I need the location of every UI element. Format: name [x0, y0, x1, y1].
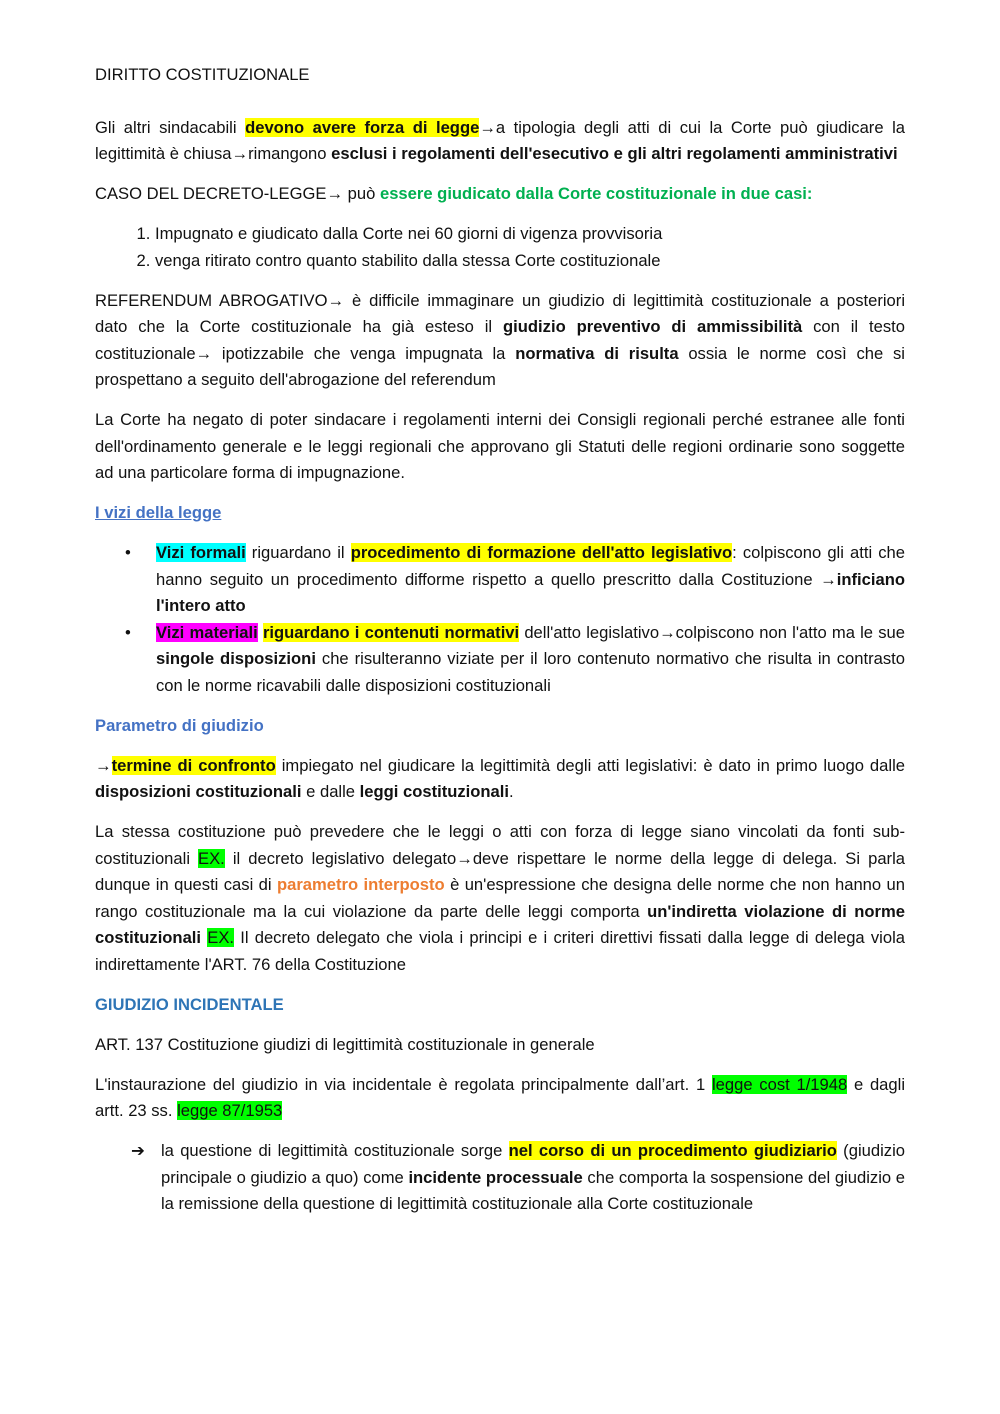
arrow-icon: →	[327, 290, 345, 310]
bullet-icon: •	[125, 543, 131, 562]
bullet-icon: •	[125, 622, 131, 642]
highlight-legge-87: legge 87/1953	[177, 1101, 283, 1120]
paragraph-art-137: ART. 137 Costituzione giudizi di legittimità costituzionale in generale	[95, 1034, 595, 1054]
list-item-vizi-formali: • Vizi formali riguardano il procedimento di formazione dell'atto legislativo: colpiscono gli atti che hanno seguito un procedimento difforme rispetto a quello prescritto dalla Costituzione →inficiano l'intero atto	[95, 540, 905, 620]
page-header: DIRITTO COSTITUZIONALE	[95, 65, 310, 84]
arrow-icon: →	[326, 184, 344, 203]
paragraph-referendum: REFERENDUM ABROGATIVO→ è difficile immaginare un giudizio di legittimità costituzionale a posteriori dato che la Corte costituzionale ha già esteso il giudizio preventivo di ammissibilità con il testo costituzionale→ ipotizzabile che venga impugnata la normativa di risulta ossia le norme così che si prospettano a seguito dell'abrogazione del referendum	[95, 290, 905, 389]
bullet-list-vizi	[95, 540, 905, 699]
heading-parametro: Parametro di giudizio	[95, 715, 264, 735]
highlight-ex: EX.	[207, 928, 234, 947]
heading-giudizio-incidentale: GIUDIZIO INCIDENTALE	[95, 994, 284, 1014]
heading-vizi	[95, 500, 905, 527]
arrow-bullet-icon: ➔	[131, 1141, 145, 1160]
arrow-icon: →	[95, 755, 112, 775]
arrow-icon: →	[456, 848, 473, 868]
green-text: essere giudicato dalla Corte costituzionale in due casi:	[379, 184, 813, 203]
list-item-vizi-materiali: • Vizi materiali riguardano i contenuti normativi dell'atto legislativo→colpiscono non l'atto ma le sue singole disposizioni che risulteranno viziate per il loro contenuto normativo che risulta in contrasto con le norme ricavabili dalle disposizioni costituzionali	[95, 620, 905, 700]
paragraph-instaurazione: L'instaurazione del giudizio in via incidentale è regolata principalmente dall’art. 1 legge cost 1/1948 e dagli artt. 23 ss. legge 87/1953	[95, 1074, 906, 1120]
highlight-forza-di-legge: devono avere forza di legge	[245, 117, 480, 137]
highlight-legge-cost: legge cost 1/1948	[711, 1074, 848, 1094]
arrow-icon: →	[231, 144, 249, 163]
paragraph-decreto-legge: CASO DEL DECRETO-LEGGE→ può essere giudicato dalla Corte costituzionale in due casi:	[95, 184, 813, 203]
list-item-questione: ➔ la questione di legittimità costituzionale sorge nel corso di un procedimento giudiziario (giudizio principale o giudizio a quo) come incidente processuale che comporta la sospensione del giudizio e la remissione della questione di legittimità costituzionale alla Corte costituzionale	[95, 1138, 905, 1218]
list-item: 1. Impugnato e giudicato dalla Corte nei 60 giorni di vigenza provvisoria	[155, 221, 905, 248]
orange-text: parametro interposto	[276, 875, 445, 894]
arrow-icon: →	[659, 622, 676, 642]
arrow-list	[95, 1138, 905, 1218]
list-item: 2. venga ritirato contro quanto stabilito dalla stessa Corte costituzionale	[155, 248, 905, 275]
paragraph-termine-confronto: →termine di confronto impiegato nel giudicare la legittimità degli atti legislativi: è dato in primo luogo dalle disposizioni costituzionali e dalle leggi costituzionali.	[95, 755, 905, 801]
paragraph-sindacabili: Gli altri sindacabili devono avere forza di legge→a tipologia degli atti di cui la Corte può giudicare la legittimità è chiusa→rimangono esclusi i regolamenti dell'esecutivo e gli altri regolamenti amministrativi	[95, 117, 906, 163]
arrow-icon: →	[479, 117, 496, 137]
arrow-icon: →	[195, 343, 213, 363]
arrow-icon: →	[820, 569, 837, 589]
paragraph-regolamenti: La Corte ha negato di poter sindacare i regolamenti interni dei Consigli regionali perché estranee alle fonti dell'ordinamento generale e le leggi regionali che approvano gli Statuti delle regioni ordinarie sono soggette ad una particolare forma di impugnazione.	[95, 410, 905, 482]
numbered-list	[95, 221, 905, 274]
highlight-ex: EX.	[198, 848, 225, 868]
section-link[interactable]: I vizi della legge	[95, 503, 222, 522]
paragraph-parametro-interposto: La stessa costituzione può prevedere che le leggi o atti con forza di legge siano vincolati da fonti sub-costituzionali EX. il decreto legislativo delegato→deve rispettare le norme della legge di delega. Si parla dunque in questi casi di parametro interposto è un'espressione che designa delle norme che non hanno un rango costituzionale ma la cui violazione da parte delle leggi comporta un'indiretta violazione di norme costituzionali EX. Il decreto delegato che viola i principi e i criteri direttivi fissati dalla legge di delega viola indirettamente l'ART. 76 della Costituzione	[95, 822, 905, 974]
